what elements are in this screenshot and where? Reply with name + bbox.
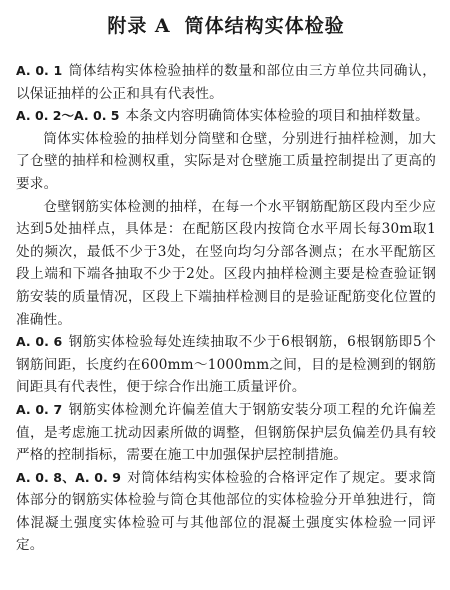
paragraph-sampling-division <box>16 128 436 196</box>
clause-number: A. 0. 2～A. 0. 5 <box>16 108 120 124</box>
paragraph-a01 <box>16 60 436 105</box>
paragraph-a06 <box>16 331 436 399</box>
paragraph-rebar-sampling <box>16 196 436 332</box>
appendix-title <box>16 14 436 38</box>
paragraph-a07 <box>16 399 436 467</box>
paragraph-text: 钢筋实体检测允许偏差值大于钢筋安装分项工程的允许偏差值，是考虑施工扰动因素所做的调整，但钢筋保护层负偏差仍具有较严格的控制指标，需要在施工中加强保护层控制措施。 <box>16 401 436 464</box>
paragraph-text: 筒体结构实体检验抽样的数量和部位由三方单位共同确认，以保证抽样的公正和具有代表性。 <box>16 63 436 102</box>
paragraph-a02-a05 <box>16 105 436 128</box>
paragraph-text: 对筒体结构实体检验的合格评定作了规定。要求筒体部分的钢筋实体检验与筒仓其他部位的实体检验分开单独进行，筒体混凝土强度实体检验可与其他部位的混凝土强度实体检验一同评定。 <box>16 469 436 554</box>
paragraph-text: 钢筋实体检验每处连续抽取不少于6根钢筋，6根钢筋即5个钢筋间距，长度约在600mm～1000mm之间，目的是检测到的钢筋间距具有代表性，便于综合作出施工质量评价。 <box>16 334 436 396</box>
paragraph-text: 筒体实体检验的抽样划分筒壁和仓壁，分别进行抽样检测，加大了仓壁的抽样和检测权重，实际是对仓壁施工质量控制提出了更高的要求。 <box>16 130 436 192</box>
paragraph-a08-a09 <box>16 467 436 557</box>
paragraph-text: 仓壁钢筋实体检测的抽样，在每一个水平钢筋配筋区段内至少应达到5处抽样点，具体是：在配筋区段内按筒仓水平周长每30m取1处的频次，最低不少于3处，在竖向均匀分部各测点；在水平配筋区段上端和下端各抽取不少于2处。区段内抽样检测主要是检查验证钢筋安装的质量情况，区段上下端抽样检测目的是验证配筋变化位置的准确性。 <box>16 198 436 328</box>
appendix-title-text: 筒体结构实体检验 <box>184 15 345 37</box>
clause-number: A. 0. 7 <box>16 401 63 417</box>
clause-number: A. 0. 6 <box>16 334 63 350</box>
paragraph-text: 本条文内容明确筒体实体检验的项目和抽样数量。 <box>125 108 429 125</box>
clause-number: A. 0. 8、A. 0. 9 <box>16 469 122 485</box>
clause-number: A. 0. 1 <box>16 63 63 78</box>
appendix-label: 附录 A <box>107 15 171 37</box>
